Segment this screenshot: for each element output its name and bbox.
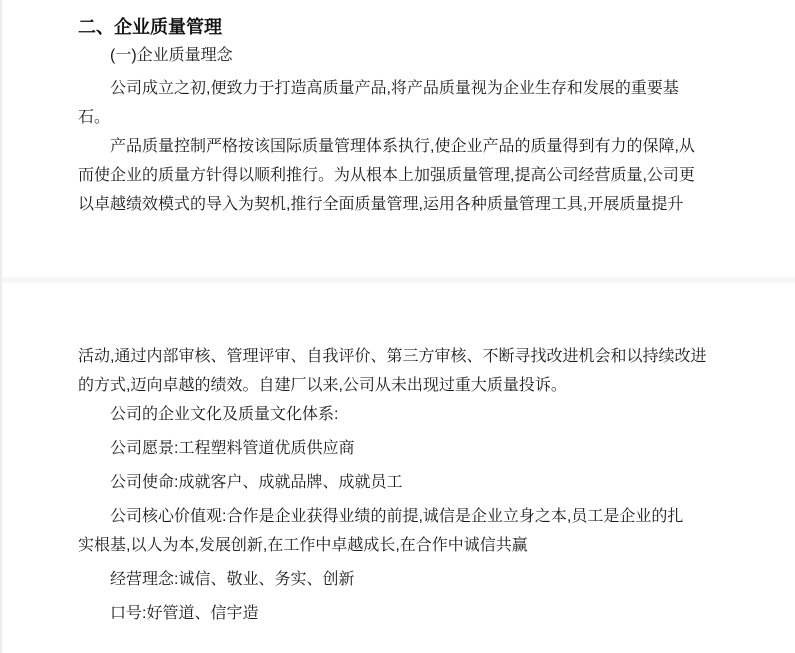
text-line: 公司成立之初,便致力于打造高质量产品,将产品质量视为企业生存和发展的重要基 — [110, 80, 679, 97]
subsection-heading: (一)企业质量理念 — [110, 47, 233, 64]
text-line-core-values: 公司核心价值观:合作是企业获得业绩的前提,诚信是企业立身之本,员工是企业的扎 — [110, 508, 684, 525]
text-line-slogan: 口号:好管道、信宇造 — [110, 605, 259, 622]
text-line: 而使企业的质量方针得以顺利推行。为从根本上加强质量管理,提高公司经营质量,公司更 — [78, 167, 695, 184]
section-heading: 二、企业质量管理 — [78, 17, 222, 37]
text-line: 活动,通过内部审核、管理评审、自我评价、第三方审核、不断寻找改进机会和以持续改进 — [78, 348, 707, 365]
document-page-2 — [0, 283, 795, 653]
text-line: 的方式,迈向卓越的绩效。自建厂以来,公司从未出现过重大质量投诉。 — [78, 377, 567, 394]
page-1-body — [78, 74, 717, 219]
text-line: 公司的企业文化及质量文化体系: — [110, 406, 339, 423]
document-page-1 — [0, 0, 795, 277]
text-line-vision: 公司愿景:工程塑料管道优质供应商 — [110, 440, 355, 457]
text-line: 实根基,以人为本,发展创新,在工作中卓越成长,在合作中诚信共赢 — [78, 537, 528, 554]
text-line: 以卓越绩效模式的导入为契机,推行全面质量管理,运用各种质量管理工具,开展质量提升 — [78, 196, 684, 213]
text-line-business-philosophy: 经营理念:诚信、敬业、务实、创新 — [110, 571, 355, 588]
text-line-mission: 公司使命:成就客户、成就品牌、成就员工 — [110, 474, 403, 491]
text-line: 石。 — [78, 109, 111, 126]
text-line: 产品质量控制严格按该国际质量管理体系执行,使企业产品的质量得到有力的保障,从 — [110, 138, 695, 155]
page-left-edge-divider — [0, 0, 2, 653]
